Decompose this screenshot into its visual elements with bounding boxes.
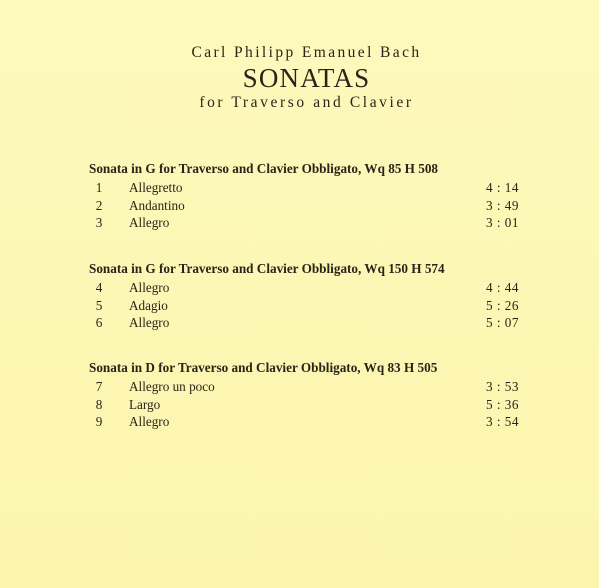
track-duration: 3 : 53 — [485, 379, 519, 394]
track-row — [89, 179, 519, 197]
track-number: 3 — [95, 215, 103, 231]
sonata-section-1 — [89, 160, 519, 232]
album-subtitle: for Traverso and Clavier — [199, 94, 414, 111]
movement-name: Andantino — [129, 197, 185, 213]
movement-name: Adagio — [129, 297, 168, 313]
track-duration: 4 : 14 — [485, 180, 519, 195]
track-number: 7 — [95, 379, 103, 394]
movement-name: Allegro — [129, 215, 170, 231]
sonata-section-3 — [89, 359, 519, 431]
composer-name: Carl Philipp Emanuel Bach — [191, 44, 422, 61]
track-row — [89, 297, 519, 315]
movement-name: Allegro — [129, 280, 170, 295]
sonata-title: Sonata in D for Traverso and Clavier Obbligato, Wq 83 H 505 — [89, 360, 438, 375]
track-duration: 5 : 26 — [485, 297, 519, 313]
track-row — [89, 396, 519, 414]
track-row — [89, 214, 519, 232]
album-title: SONATAS — [242, 63, 371, 93]
track-row — [89, 314, 519, 332]
track-number: 5 — [95, 297, 103, 313]
track-duration: 5 : 07 — [485, 315, 519, 331]
track-row — [89, 413, 519, 431]
movement-name: Allegretto — [129, 180, 183, 195]
movement-name: Allegro un poco — [129, 379, 215, 394]
track-duration: 3 : 01 — [485, 215, 519, 231]
track-list — [89, 378, 519, 431]
movement-name: Allegro — [129, 414, 170, 430]
track-duration: 4 : 44 — [485, 280, 519, 295]
movement-name: Allegro — [129, 315, 170, 331]
track-number: 4 — [95, 280, 103, 295]
movement-name: Largo — [129, 396, 161, 412]
track-number: 1 — [95, 180, 103, 195]
track-number: 9 — [95, 414, 103, 430]
track-row — [89, 279, 519, 297]
track-number: 8 — [95, 396, 103, 412]
track-list — [89, 179, 519, 232]
track-number: 2 — [95, 197, 103, 213]
track-row — [89, 378, 519, 396]
sonata-section-2 — [89, 260, 519, 332]
header — [0, 44, 599, 112]
sonata-title: Sonata in G for Traverso and Clavier Obbligato, Wq 150 H 574 — [89, 261, 445, 276]
track-duration: 5 : 36 — [485, 396, 519, 412]
sonata-title: Sonata in G for Traverso and Clavier Obbligato, Wq 85 H 508 — [89, 161, 439, 176]
track-row — [89, 197, 519, 215]
track-duration: 3 : 54 — [485, 414, 519, 430]
track-duration: 3 : 49 — [485, 197, 519, 213]
track-list — [89, 279, 519, 332]
track-number: 6 — [95, 315, 103, 331]
